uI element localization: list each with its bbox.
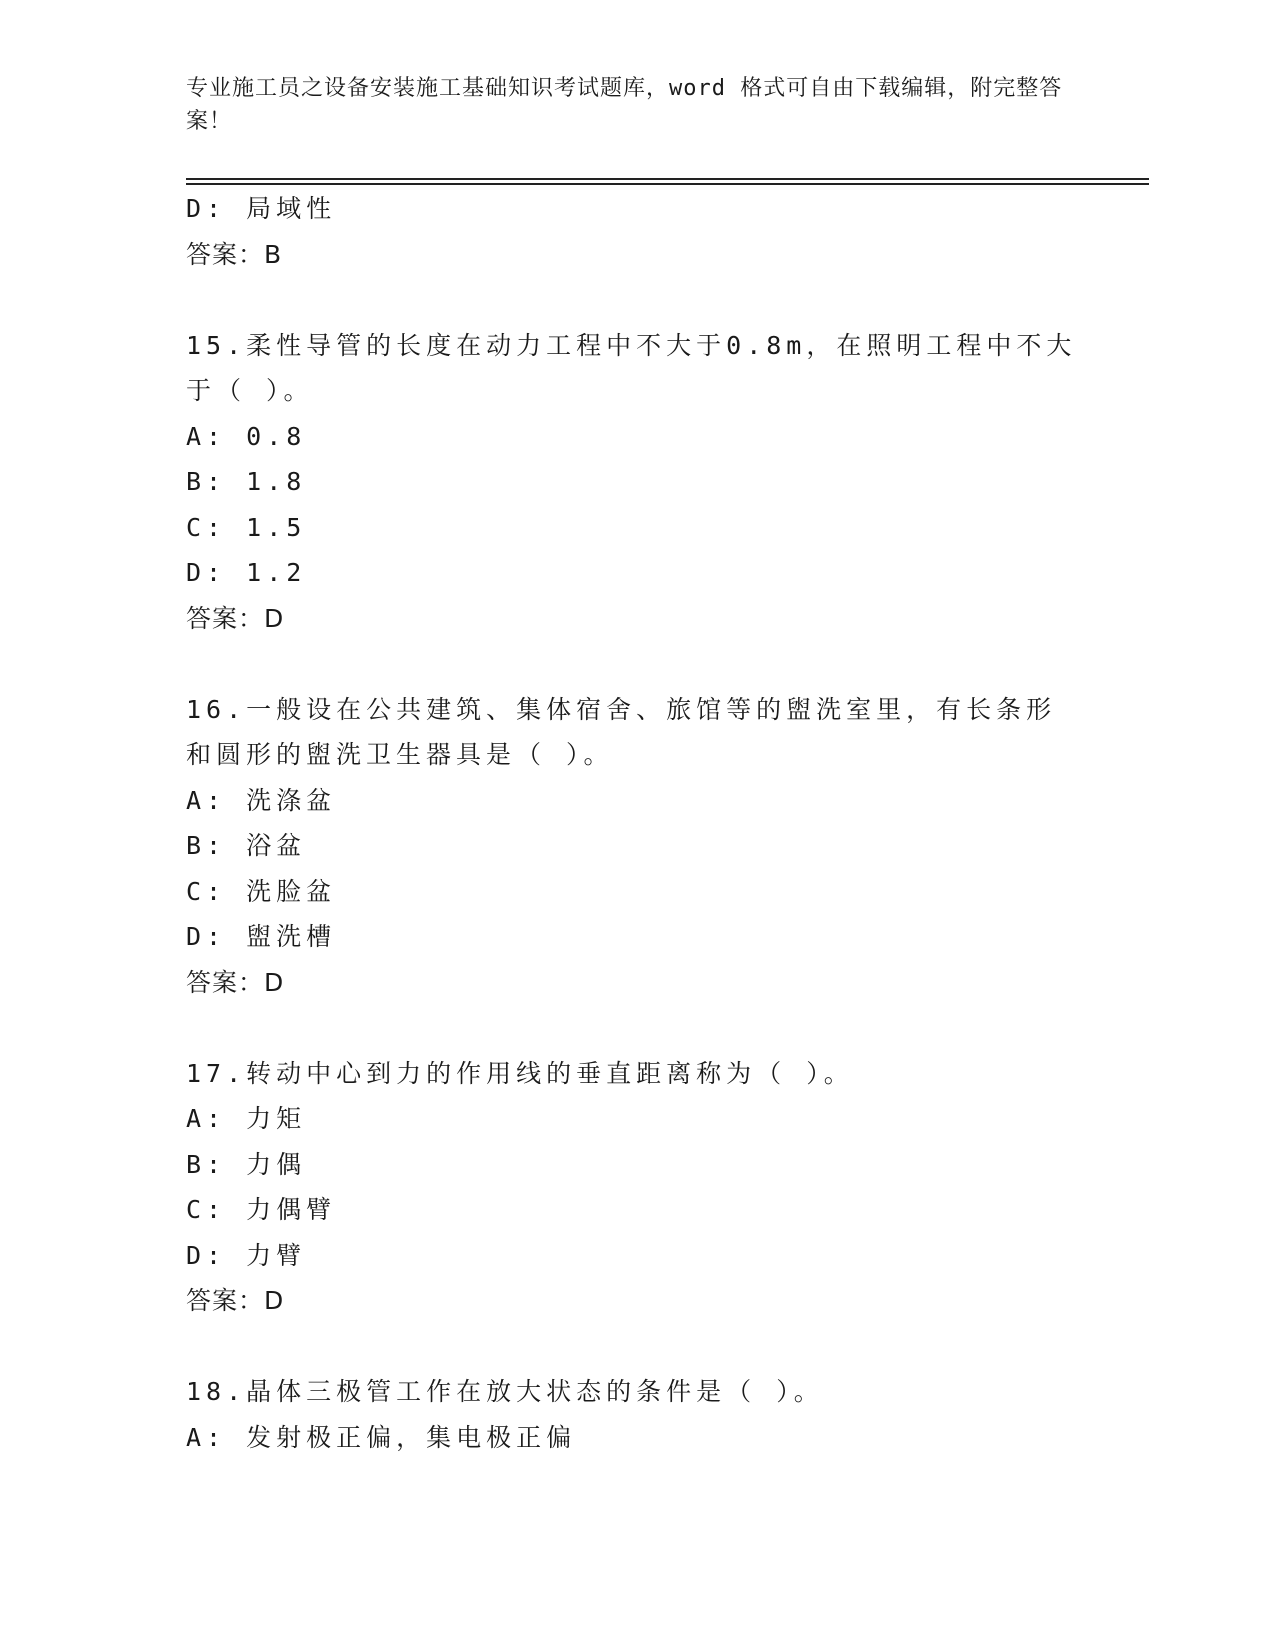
question-stem: 18.晶体三极管工作在放大状态的条件是（ ）。 bbox=[186, 1377, 824, 1406]
spacer bbox=[186, 277, 1086, 323]
question-block bbox=[186, 687, 1086, 1006]
option-line: C: 洗脸盆 bbox=[186, 876, 337, 906]
spacer bbox=[186, 641, 1086, 687]
option-line: D: 力臂 bbox=[186, 1240, 307, 1270]
option-line: C: 力偶臂 bbox=[186, 1195, 337, 1224]
option-line: A: 发射极正偏，集电极正偏 bbox=[186, 1422, 577, 1452]
option-line: D: 盥洗槽 bbox=[186, 922, 337, 951]
option-line: A: 力矩 bbox=[186, 1104, 307, 1133]
question-stem: 16.一般设在公共建筑、集体宿舍、旅馆等的盥洗室里，有长条形和圆形的盥洗卫生器具是（ ）。 bbox=[186, 694, 1057, 769]
option-line: D: 1.2 bbox=[186, 558, 307, 587]
question-block bbox=[186, 1369, 1086, 1460]
question-block bbox=[186, 323, 1086, 642]
question-stem: 15.柔性导管的长度在动力工程中不大于0.8m，在照明工程中不大于（ ）。 bbox=[186, 330, 1077, 405]
option-line: B: 1.8 bbox=[186, 467, 307, 496]
option-line: D: 局域性 bbox=[186, 194, 337, 223]
option-line: C: 1.5 bbox=[186, 512, 307, 542]
document-header: 专业施工员之设备安装施工基础知识考试题库，word 格式可自由下载编辑，附完整答案！ bbox=[186, 76, 1063, 134]
answer-line: 答案：B bbox=[186, 239, 283, 269]
answer-line: 答案：D bbox=[186, 967, 285, 997]
spacer bbox=[186, 1005, 1086, 1051]
option-line: A: 0.8 bbox=[186, 421, 307, 451]
option-line: B: 浴盆 bbox=[186, 831, 307, 860]
header-rule-top bbox=[186, 178, 1149, 180]
option-line: A: 洗涤盆 bbox=[186, 785, 337, 815]
document-body bbox=[186, 186, 1086, 1460]
spacer bbox=[186, 1324, 1086, 1370]
question-block bbox=[186, 1051, 1086, 1324]
question-stem: 17.转动中心到力的作用线的垂直距离称为（ ）。 bbox=[186, 1058, 854, 1088]
answer-line: 答案：D bbox=[186, 603, 285, 633]
option-line: B: 力偶 bbox=[186, 1149, 307, 1179]
header-rule-bottom bbox=[186, 183, 1149, 185]
answer-line: 答案：D bbox=[186, 1286, 285, 1315]
